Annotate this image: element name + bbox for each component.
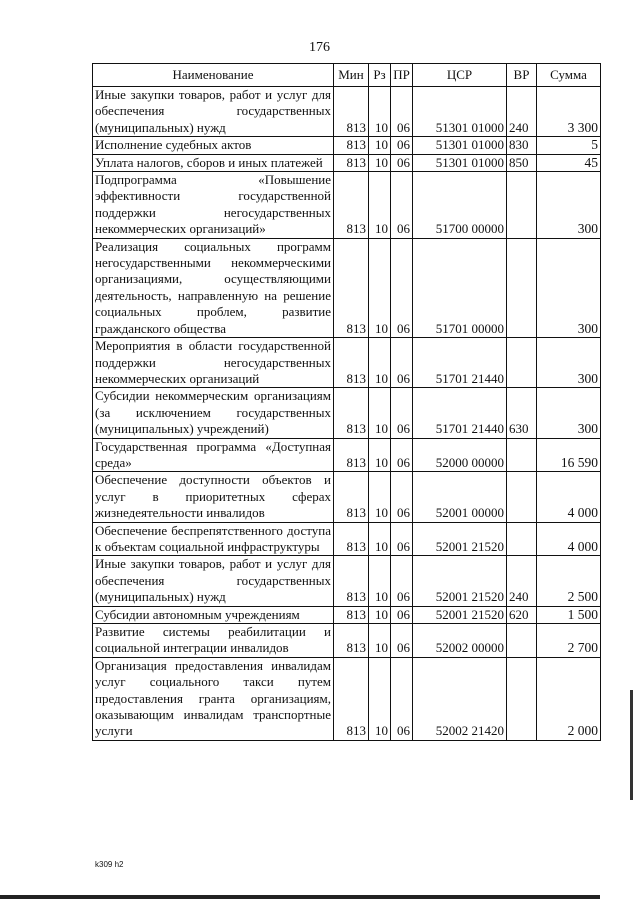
- cell-csr: 52001 21520: [413, 556, 507, 606]
- header-rz: Рз: [369, 64, 391, 87]
- cell-pr: 06: [391, 522, 413, 556]
- cell-pr: 06: [391, 472, 413, 522]
- cell-vr: [507, 172, 537, 239]
- cell-rz: 10: [369, 154, 391, 171]
- cell-name: Иные закупки товаров, работ и услуг для обеспечения государственных (муниципальных) нужд: [93, 556, 334, 606]
- cell-sum: 16 590: [537, 438, 601, 472]
- table-row: [93, 172, 601, 239]
- cell-name: Государственная программа «Доступная среда»: [93, 438, 334, 472]
- header-pr: ПР: [391, 64, 413, 87]
- cell-rz: 10: [369, 556, 391, 606]
- cell-pr: 06: [391, 624, 413, 658]
- cell-rz: 10: [369, 87, 391, 137]
- cell-csr: 51301 01000: [413, 154, 507, 171]
- cell-min: 813: [334, 556, 369, 606]
- cell-csr: 52001 21520: [413, 522, 507, 556]
- cell-name: Организация предоставления инвалидам услуг социального такси путем предоставления гранта организациям, оказывающим инвалидам транспортные услуги: [93, 657, 334, 740]
- cell-name: Подпрограмма «Повышение эффективности государственной поддержки негосударственных некоммерческих организаций»: [93, 172, 334, 239]
- cell-vr: [507, 624, 537, 658]
- cell-min: 813: [334, 388, 369, 438]
- cell-sum: 4 000: [537, 522, 601, 556]
- cell-min: 813: [334, 606, 369, 623]
- cell-sum: 300: [537, 238, 601, 337]
- cell-csr: 51301 01000: [413, 137, 507, 154]
- scan-edge-mark: [630, 690, 633, 800]
- cell-vr: 850: [507, 154, 537, 171]
- cell-pr: 06: [391, 154, 413, 171]
- cell-sum: 45: [537, 154, 601, 171]
- cell-vr: 620: [507, 606, 537, 623]
- cell-min: 813: [334, 657, 369, 740]
- cell-name: Исполнение судебных актов: [93, 137, 334, 154]
- cell-csr: 52002 00000: [413, 624, 507, 658]
- cell-vr: 240: [507, 87, 537, 137]
- cell-pr: 06: [391, 172, 413, 239]
- cell-rz: 10: [369, 438, 391, 472]
- table-row: [93, 606, 601, 623]
- cell-sum: 2 700: [537, 624, 601, 658]
- cell-name: Иные закупки товаров, работ и услуг для обеспечения государственных (муниципальных) нужд: [93, 87, 334, 137]
- table-row: [93, 154, 601, 171]
- cell-sum: 1 500: [537, 606, 601, 623]
- cell-csr: 52001 00000: [413, 472, 507, 522]
- cell-min: 813: [334, 137, 369, 154]
- cell-csr: 52002 21420: [413, 657, 507, 740]
- table-body: [93, 87, 601, 741]
- cell-vr: [507, 472, 537, 522]
- cell-csr: 52000 00000: [413, 438, 507, 472]
- cell-rz: 10: [369, 606, 391, 623]
- table-row: [93, 388, 601, 438]
- cell-pr: 06: [391, 438, 413, 472]
- table-row: [93, 137, 601, 154]
- cell-min: 813: [334, 87, 369, 137]
- cell-min: 813: [334, 238, 369, 337]
- cell-sum: 2 500: [537, 556, 601, 606]
- cell-csr: 51700 00000: [413, 172, 507, 239]
- cell-sum: 300: [537, 172, 601, 239]
- cell-vr: 830: [507, 137, 537, 154]
- cell-min: 813: [334, 172, 369, 239]
- cell-pr: 06: [391, 657, 413, 740]
- cell-sum: 3 300: [537, 87, 601, 137]
- header-name: Наименование: [93, 64, 334, 87]
- budget-table: [92, 63, 601, 741]
- cell-rz: 10: [369, 472, 391, 522]
- table-row: [93, 87, 601, 137]
- header-vr: ВР: [507, 64, 537, 87]
- cell-rz: 10: [369, 338, 391, 388]
- cell-vr: [507, 438, 537, 472]
- header-csr: ЦСР: [413, 64, 507, 87]
- cell-min: 813: [334, 522, 369, 556]
- cell-min: 813: [334, 472, 369, 522]
- cell-sum: 300: [537, 388, 601, 438]
- cell-name: Обеспечение доступности объектов и услуг в приоритетных сферах жизнедеятельности инвалидов: [93, 472, 334, 522]
- cell-sum: 300: [537, 338, 601, 388]
- cell-csr: 51701 21440: [413, 388, 507, 438]
- footer-code: k309 h2: [95, 860, 124, 869]
- cell-rz: 10: [369, 657, 391, 740]
- table-row: [93, 657, 601, 740]
- table-row: [93, 624, 601, 658]
- table-row: [93, 438, 601, 472]
- cell-rz: 10: [369, 522, 391, 556]
- cell-vr: [507, 657, 537, 740]
- cell-vr: 630: [507, 388, 537, 438]
- cell-rz: 10: [369, 172, 391, 239]
- table-header-row: [93, 64, 601, 87]
- cell-vr: 240: [507, 556, 537, 606]
- cell-name: Мероприятия в области государственной поддержки негосударственных некоммерческих организаций: [93, 338, 334, 388]
- table-row: [93, 338, 601, 388]
- cell-name: Субсидии автономным учреждениям: [93, 606, 334, 623]
- cell-pr: 06: [391, 238, 413, 337]
- cell-csr: 51701 00000: [413, 238, 507, 337]
- cell-rz: 10: [369, 137, 391, 154]
- cell-rz: 10: [369, 624, 391, 658]
- table-row: [93, 556, 601, 606]
- cell-rz: 10: [369, 238, 391, 337]
- cell-name: Обеспечение беспрепятственного доступа к объектам социальной инфраструктуры: [93, 522, 334, 556]
- cell-vr: [507, 238, 537, 337]
- cell-sum: 2 000: [537, 657, 601, 740]
- header-sum: Сумма: [537, 64, 601, 87]
- cell-csr: 51301 01000: [413, 87, 507, 137]
- cell-min: 813: [334, 338, 369, 388]
- cell-vr: [507, 338, 537, 388]
- cell-sum: 5: [537, 137, 601, 154]
- cell-pr: 06: [391, 137, 413, 154]
- cell-rz: 10: [369, 388, 391, 438]
- cell-min: 813: [334, 154, 369, 171]
- scan-bottom-bar: [0, 895, 600, 899]
- cell-name: Развитие системы реабилитации и социальной интеграции инвалидов: [93, 624, 334, 658]
- cell-pr: 06: [391, 388, 413, 438]
- table-row: [93, 238, 601, 337]
- table-row: [93, 522, 601, 556]
- table-row: [93, 472, 601, 522]
- cell-pr: 06: [391, 338, 413, 388]
- header-min: Мин: [334, 64, 369, 87]
- cell-name: Уплата налогов, сборов и иных платежей: [93, 154, 334, 171]
- cell-sum: 4 000: [537, 472, 601, 522]
- cell-csr: 51701 21440: [413, 338, 507, 388]
- cell-pr: 06: [391, 556, 413, 606]
- cell-min: 813: [334, 438, 369, 472]
- cell-csr: 52001 21520: [413, 606, 507, 623]
- cell-name: Реализация социальных программ негосударственными некоммерческими организациями, осуществляющими деятельность, направленную на решение социальных проблем, развитие гражданского общества: [93, 238, 334, 337]
- page-number: 176: [309, 40, 330, 55]
- cell-name: Субсидии некоммерческим организациям (за исключением государственных (муниципальных) учреждений): [93, 388, 334, 438]
- cell-vr: [507, 522, 537, 556]
- cell-pr: 06: [391, 606, 413, 623]
- cell-min: 813: [334, 624, 369, 658]
- cell-pr: 06: [391, 87, 413, 137]
